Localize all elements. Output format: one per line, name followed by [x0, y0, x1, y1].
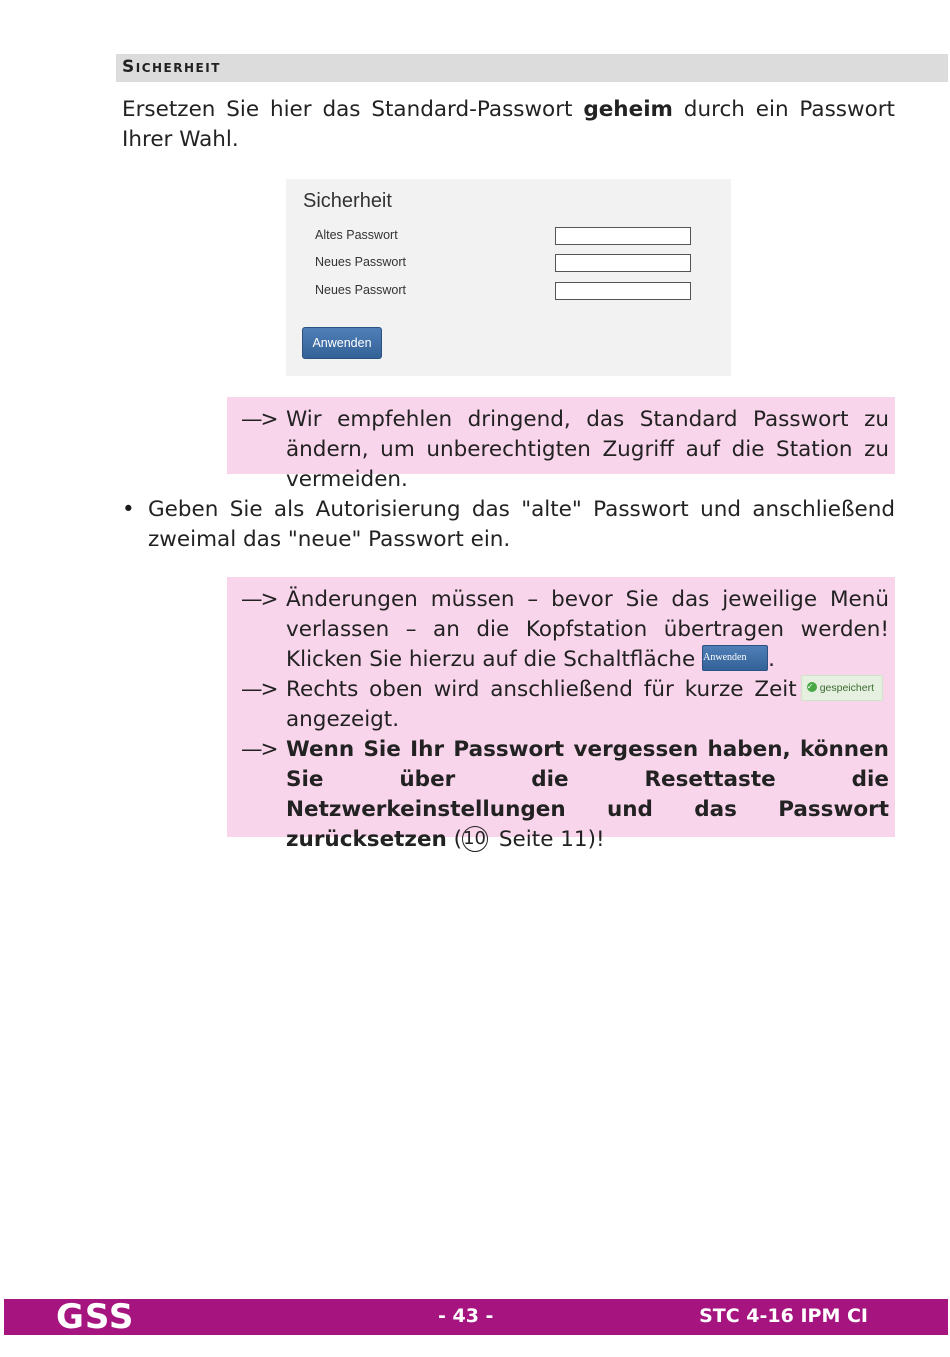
model-name: STC 4-16 IPM CI	[699, 1305, 868, 1327]
note-text: Rechts oben wird anschließend für kurze Zeit	[286, 677, 797, 702]
check-circle-icon: ✓	[807, 682, 817, 692]
saved-badge-label: gespeichert	[819, 682, 874, 694]
arrow-marker: —>	[241, 677, 277, 702]
new-password-field[interactable]	[555, 254, 691, 272]
circled-number-reference: 10	[462, 826, 488, 852]
intro-paragraph	[122, 95, 895, 155]
arrow-marker: —>	[241, 737, 277, 762]
page-reference: Seite 11)!	[492, 827, 605, 852]
gss-logo: GSS	[56, 1297, 135, 1337]
note-text-end: .	[768, 647, 775, 672]
panel-title: Sicherheit	[303, 190, 392, 212]
bullet-symbol: •	[122, 497, 135, 522]
section-header-bar	[116, 54, 948, 82]
security-panel-screenshot	[286, 179, 731, 376]
note-text-end: angezeigt.	[286, 707, 400, 732]
saved-badge	[801, 675, 883, 701]
note-text: Änderungen müssen – bevor Sie das jeweilige Menü verlassen – an die Kopfstation übertragen werden! Klicken Sie hierzu auf die Schaltfläche	[286, 587, 889, 672]
apply-button[interactable]: Anwenden	[302, 327, 382, 359]
arrow-marker: —>	[241, 587, 277, 612]
note-text: Wir empfehlen dringend, das Standard Passwort zu ändern, um unberechtigten Zugriff auf die Station zu vermeiden.	[286, 407, 889, 492]
note-box-recommendation	[227, 397, 895, 492]
intro-text-before: Ersetzen Sie hier das Standard-Passwort	[122, 97, 584, 122]
footer-bar	[4, 1299, 948, 1335]
new-password-label: Neues Passwort	[315, 255, 407, 269]
section-title: Sicherheit	[122, 57, 221, 77]
confirm-password-field[interactable]	[555, 282, 691, 300]
arrow-marker: —>	[241, 407, 277, 432]
paren-open: (	[446, 827, 463, 852]
default-password: geheim	[583, 97, 673, 122]
note-item-saved	[286, 675, 889, 735]
note-box-instructions	[227, 577, 895, 852]
page-number: - 43 -	[438, 1305, 494, 1327]
bullet-text: Geben Sie als Autorisierung das "alte" Passwort und anschließend zweimal das "neue" Passwort ein.	[148, 497, 895, 552]
note-item-apply	[286, 585, 889, 675]
note-item-reset	[286, 735, 889, 855]
old-password-label: Altes Passwort	[315, 228, 398, 242]
intro-text-after: durch ein Passwort Ihrer Wahl.	[122, 97, 895, 152]
old-password-field[interactable]	[555, 227, 691, 245]
reset-warning-text: Wenn Sie Ihr Passwort vergessen haben, können Sie über die Resettaste die Netzwerkeinstellungen und das Passwort zurücksetzen	[286, 737, 889, 852]
confirm-password-label: Neues Passwort	[315, 283, 407, 297]
inline-apply-button: Anwenden	[702, 645, 768, 671]
